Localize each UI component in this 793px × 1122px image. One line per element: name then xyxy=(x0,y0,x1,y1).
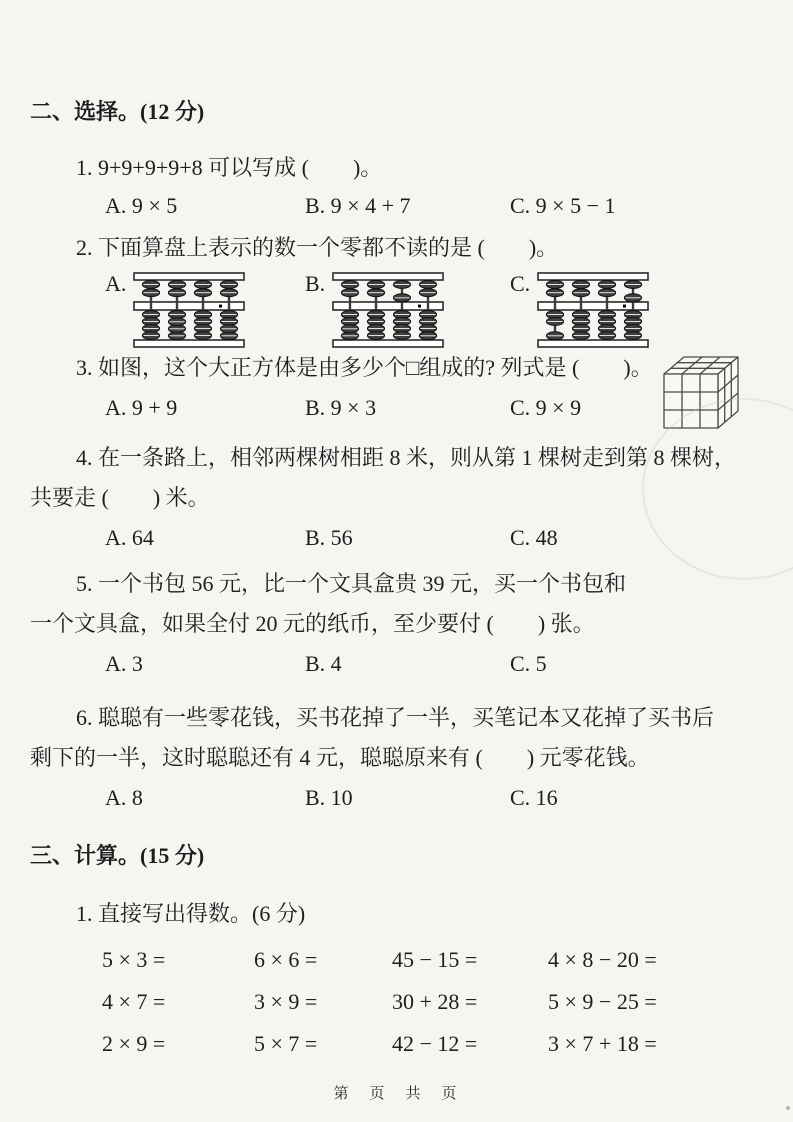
abacus-b-label: B. xyxy=(305,271,326,296)
abacus-option-a xyxy=(105,270,305,348)
section-calc-title: 三、计算。 xyxy=(30,843,141,868)
question-3-text: 3. 如图，这个大正方体是由多少个□组成的? 列式是 ( )。 xyxy=(76,355,653,380)
question-4-line1: 4. 在一条路上，相邻两棵树相距 8 米，则从第 1 棵树走到第 8 棵树， xyxy=(76,445,737,470)
calc-problem: 30 + 28 = xyxy=(392,989,478,1014)
question-1-option-a: A. 9 × 5 xyxy=(105,193,178,218)
question-4-option-c: C. 48 xyxy=(510,525,558,550)
question-4-option-a: A. 64 xyxy=(105,525,154,550)
calc-problem: 3 × 9 = xyxy=(254,989,318,1014)
calc-problem: 4 × 7 = xyxy=(102,989,166,1014)
abacus-c-label: C. xyxy=(510,271,531,296)
calc-problem: 5 × 3 = xyxy=(102,947,166,972)
question-2-text: 2. 下面算盘上表示的数一个零都不读的是 ( )。 xyxy=(76,235,559,260)
abacus-figure-a xyxy=(133,272,245,348)
question-4-line2: 共要走 ( ) 米。 xyxy=(30,485,210,510)
scan-artifact-speck xyxy=(786,1106,790,1110)
abacus-figure-c xyxy=(537,272,649,348)
question-6-line1: 6. 聪聪有一些零花钱，买书花掉了一半，买笔记本又花掉了买书后 xyxy=(76,705,715,730)
section-choice-header xyxy=(30,98,749,126)
question-3-option-b: B. 9 × 3 xyxy=(305,395,377,420)
question-3-option-c: C. 9 × 9 xyxy=(510,395,582,420)
question-6-option-a: A. 8 xyxy=(105,785,143,810)
question-6-options xyxy=(30,784,749,812)
question-5-block xyxy=(30,564,749,644)
abacus-option-b xyxy=(305,270,510,348)
question-5-line2: 一个文具盒，如果全付 20 元的纸币，至少要付 ( ) 张。 xyxy=(30,611,595,636)
question-2-abacus-row xyxy=(30,270,749,348)
question-6-option-c: C. 16 xyxy=(510,785,558,810)
question-1-options xyxy=(30,192,749,220)
calc-problem: 5 × 9 − 25 = xyxy=(548,989,657,1014)
calc-problem: 5 × 7 = xyxy=(254,1031,318,1056)
question-1-option-b: B. 9 × 4 + 7 xyxy=(305,193,411,218)
abacus-option-c xyxy=(510,270,649,348)
calc-problem: 3 × 7 + 18 = xyxy=(548,1031,657,1056)
question-4-block xyxy=(30,438,749,518)
question-5-options xyxy=(30,650,749,678)
question-4-option-b: B. 56 xyxy=(305,525,353,550)
question-3-options xyxy=(30,394,749,422)
question-3-option-a: A. 9 + 9 xyxy=(105,395,178,420)
question-1-option-c: C. 9 × 5 − 1 xyxy=(510,193,616,218)
question-5-option-b: B. 4 xyxy=(305,651,342,676)
question-5-line1: 5. 一个书包 56 元，比一个文具盒贵 39 元，买一个书包和 xyxy=(76,571,627,596)
section-calc-header xyxy=(30,842,749,870)
section-calc-points: (15 分) xyxy=(140,843,205,868)
calc-problem: 42 − 12 = xyxy=(392,1031,478,1056)
question-6-line2: 剩下的一半，这时聪聪还有 4 元，聪聪原来有 ( ) 元零花钱。 xyxy=(30,745,650,770)
section-choice-points: (12 分) xyxy=(140,99,205,124)
calc-problem: 6 × 6 = xyxy=(254,947,318,972)
calc-problems-grid xyxy=(30,948,749,1056)
calc-problem: 2 × 9 = xyxy=(102,1031,166,1056)
question-6-option-b: B. 10 xyxy=(305,785,353,810)
question-5-option-c: C. 5 xyxy=(510,651,547,676)
section-choice-title: 二、选择。 xyxy=(30,99,141,124)
question-4-options xyxy=(30,524,749,552)
question-3-block xyxy=(30,354,749,422)
page-footer: 第 页 共 页 xyxy=(333,1086,460,1102)
question-5-option-a: A. 3 xyxy=(105,651,143,676)
abacus-figure-b xyxy=(332,272,444,348)
question-1-text: 1. 9+9+9+9+8 可以写成 ( )。 xyxy=(76,155,383,180)
abacus-a-label: A. xyxy=(105,271,127,296)
cube-figure xyxy=(653,346,755,430)
calc-problem: 4 × 8 − 20 = xyxy=(548,947,657,972)
question-6-block xyxy=(30,698,749,778)
calc-sub1-title: 1. 直接写出得数。(6 分) xyxy=(76,901,306,926)
calc-problem: 45 − 15 = xyxy=(392,947,478,972)
